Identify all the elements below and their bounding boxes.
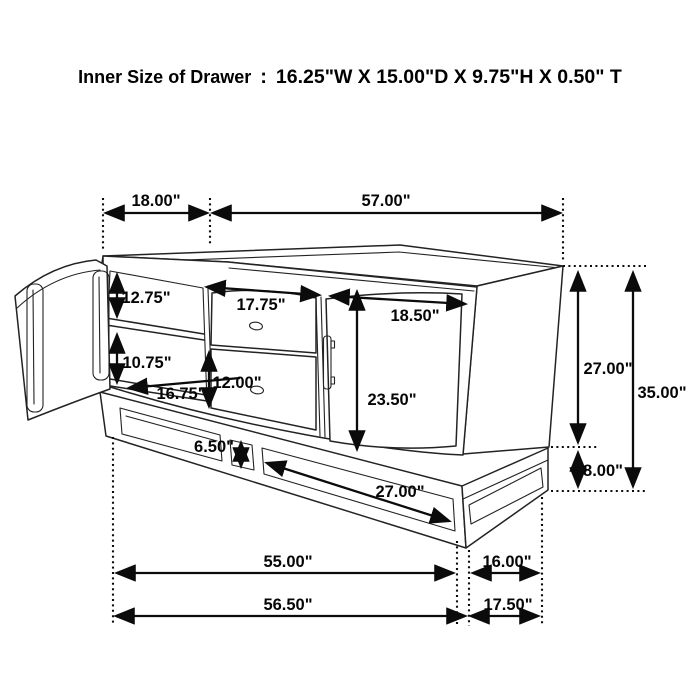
dim-label-left-section-width: 18.00"	[131, 192, 181, 210]
dim-label-cabinet-body-height: 27.00"	[583, 360, 633, 378]
dim-cabinet-body-height	[578, 273, 633, 442]
dim-label-base-opening-width: 27.00"	[375, 483, 425, 501]
dim-label-left-interior-depth: 16.75"	[156, 385, 206, 403]
dim-label-side-depth-overall: 17.50"	[483, 596, 533, 614]
cabinet-drawing	[15, 245, 563, 548]
page-title	[78, 66, 622, 88]
dim-label-front-width-inner: 55.00"	[263, 553, 313, 571]
dim-side-depth-inner	[473, 553, 538, 573]
dim-label-right-door-height: 23.50"	[367, 391, 417, 409]
title-value: 16.25"W X 15.00"D X 9.75"H X 0.50" T	[275, 66, 622, 88]
dim-left-section-width	[106, 192, 207, 213]
dim-label-drawer-width: 17.75"	[236, 296, 286, 314]
dim-overall-height	[633, 273, 687, 486]
open-left-door	[15, 260, 110, 420]
dim-label-right-section-width: 57.00"	[361, 192, 411, 210]
dim-label-front-width-overall: 56.50"	[263, 596, 313, 614]
dim-label-base-height: 8.00"	[583, 462, 623, 480]
dim-label-drawer-front-height: 12.00"	[212, 374, 262, 392]
cabinet-right-side-panel	[463, 266, 563, 454]
dim-front-width-overall	[116, 596, 465, 616]
dim-label-overall-height: 35.00"	[637, 384, 687, 402]
dim-right-section-width	[213, 192, 560, 213]
dim-label-side-depth-inner: 16.00"	[482, 553, 532, 571]
title-label: Inner Size of Drawer	[78, 67, 252, 87]
open-door-panel	[15, 260, 110, 420]
dim-label-base-rail-height: 6.50"	[194, 438, 234, 456]
dim-base-height	[578, 453, 623, 486]
dim-label-right-door-width: 18.50"	[390, 307, 440, 325]
title-colon: :	[260, 66, 267, 88]
dim-side-depth-overall	[471, 596, 538, 616]
dim-front-width-inner	[117, 553, 453, 573]
dim-label-left-bottom-shelf-height: 10.75"	[122, 354, 172, 372]
dim-label-left-top-shelf-height: 12.75"	[121, 289, 171, 307]
